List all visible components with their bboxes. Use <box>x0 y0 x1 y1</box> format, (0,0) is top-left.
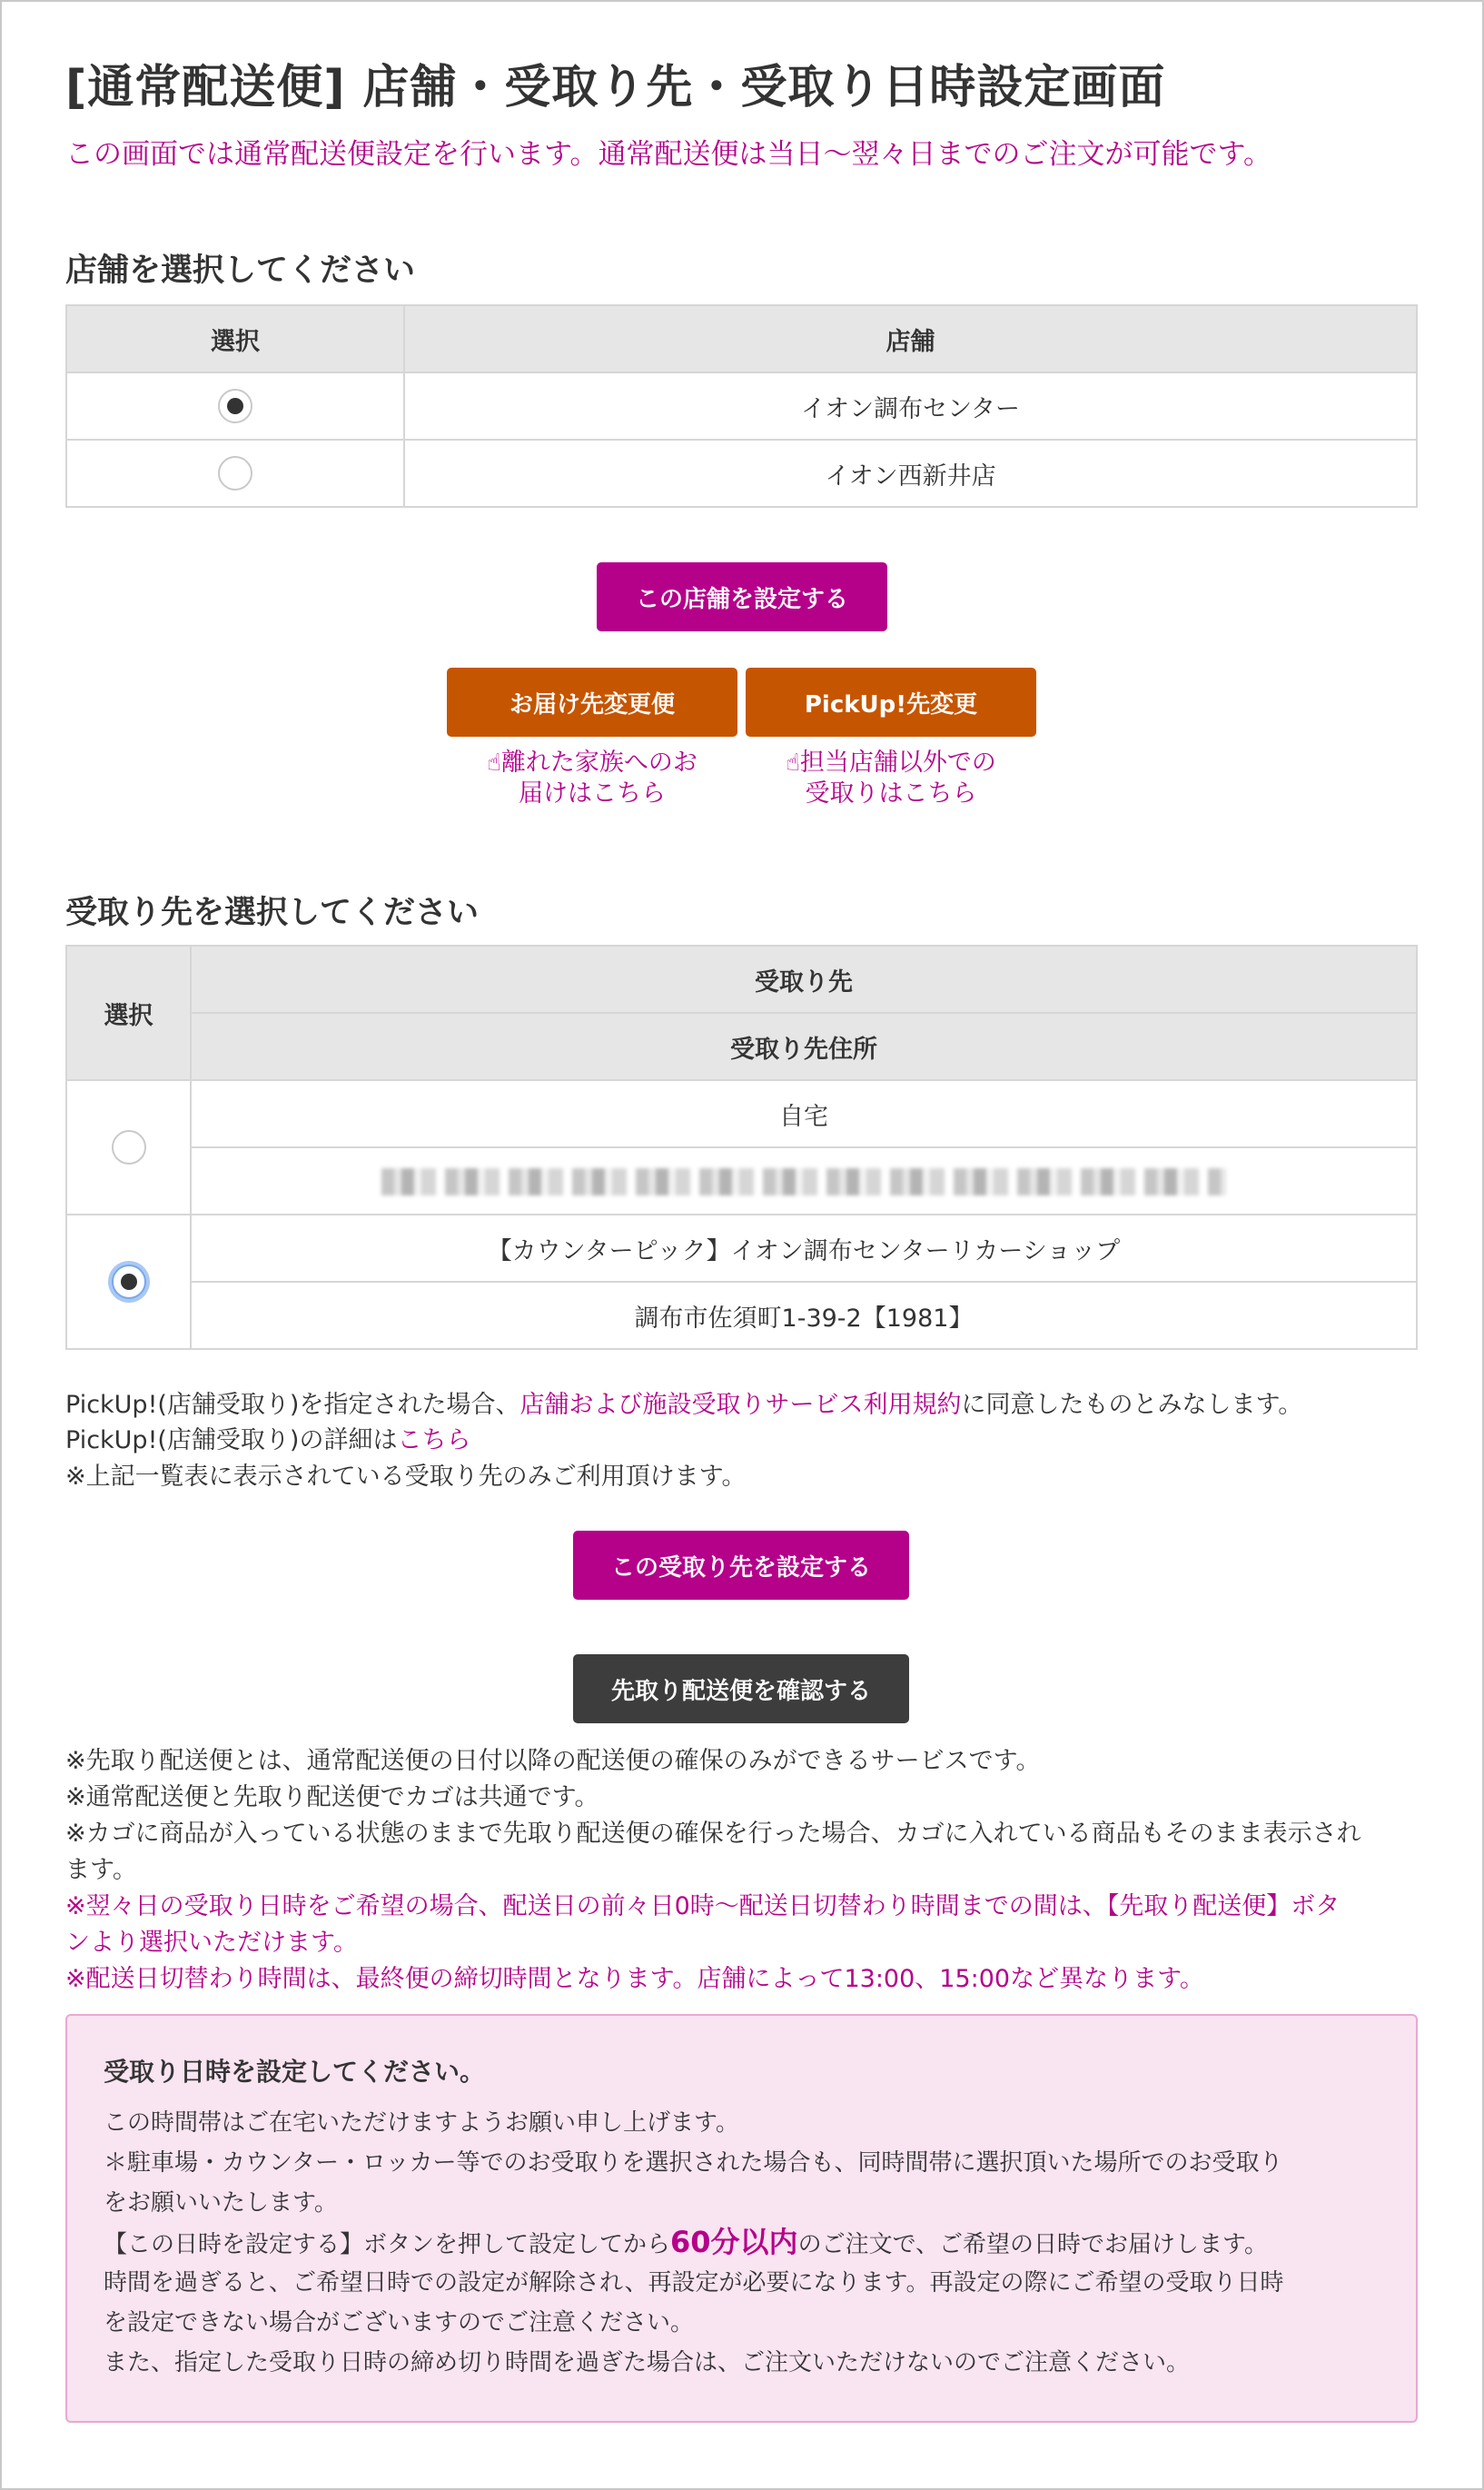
delivery-note-link[interactable] <box>456 748 728 809</box>
page-subtitle: この画面では通常配送便設定を行います。通常配送便は当日〜翌々日までのご注文が可能です。 <box>65 138 1272 171</box>
store-section-heading: 店舗を選択してください <box>65 253 416 289</box>
store-radio-nishiarai[interactable] <box>218 456 252 491</box>
store-table <box>65 304 1418 508</box>
recipient-col-address: 受取り先住所 <box>191 1013 1417 1080</box>
terms-post: に同意したものとみなします。 <box>961 1391 1303 1419</box>
change-pickup-button[interactable]: PickUp!先変更 <box>746 668 1036 737</box>
pickup-note-line1: 担当店舗以外での <box>799 749 996 777</box>
recipient-radio-counter-pick[interactable] <box>112 1265 146 1299</box>
recipient-name: 自宅 <box>191 1080 1417 1147</box>
datetime-notice-box <box>65 2014 1418 2423</box>
set-store-button[interactable]: この店舗を設定する <box>597 562 887 631</box>
terms-line <box>65 1386 1302 1424</box>
store-row[interactable] <box>66 440 1417 507</box>
store-radio-chofu[interactable] <box>218 389 252 423</box>
note-4b: ンより選択いただけます。 <box>65 1929 358 1957</box>
recipient-address-redacted <box>191 1147 1417 1215</box>
line4-pre: 【この日時を設定する】ボタンを押して設定してから <box>104 2231 671 2258</box>
recipient-col-select: 選択 <box>66 946 191 1080</box>
recipient-col-recipient: 受取り先 <box>191 946 1417 1013</box>
datetime-notice-line5: 時間を過ぎると、ご希望日時での設定が解除され、再設定が必要になります。再設定の際にご希望の受取り日時 <box>104 2269 1284 2297</box>
only-listed-note: ※上記一覧表に表示されている受取り先のみご利用頂けます。 <box>65 1463 747 1491</box>
recipient-row[interactable] <box>66 1215 1417 1282</box>
terms-link[interactable]: 店舗および施設受取りサービス利用規約 <box>519 1391 962 1419</box>
delivery-note-line1: 離れた家族へのお <box>500 749 697 777</box>
pickup-note-line2: 受取りはこちら <box>805 779 977 808</box>
note-3b: ます。 <box>65 1856 137 1884</box>
recipient-section-heading: 受取り先を選択してください <box>65 895 480 931</box>
datetime-notice-line2: ＊駐車場・カウンター・ロッカー等でのお受取りを選択された場合も、同時間帯に選択頂いた場所でのお受取り <box>104 2149 1283 2177</box>
delivery-note-line2: 届けはこちら <box>519 779 666 808</box>
recipient-address: 調布市佐須町1-39-2【1981】 <box>191 1282 1417 1349</box>
datetime-notice-title: 受取り日時を設定してください。 <box>104 2057 486 2087</box>
datetime-notice-line7: また、指定した受取り日時の締め切り時間を過ぎた場合は、ご注文いただけないのでご注意ください。 <box>104 2349 1191 2376</box>
store-name: イオン西新井店 <box>404 440 1417 507</box>
page-title: [通常配送便] 店舗・受取り先・受取り日時設定画面 <box>65 61 1166 114</box>
terms-pre: PickUp!(店舗受取り)を指定された場合、 <box>65 1391 520 1419</box>
store-col-store: 店舗 <box>404 305 1417 372</box>
set-recipient-button[interactable]: この受取り先を設定する <box>573 1531 909 1600</box>
line4-emphasis: 60分以内 <box>670 2225 798 2259</box>
recipient-table <box>65 945 1418 1350</box>
note-2: ※通常配送便と先取り配送便でカゴは共通です。 <box>65 1783 599 1811</box>
store-row[interactable] <box>66 372 1417 440</box>
change-delivery-button[interactable]: お届け先変更便 <box>447 668 737 737</box>
check-advance-delivery-button[interactable]: 先取り配送便を確認する <box>573 1654 909 1723</box>
detail-link[interactable]: こちら <box>397 1426 471 1454</box>
note-5: ※配送日切替わり時間は、最終便の締切時間となります。店舗によって13:00、15:00など異なります。 <box>65 1965 1204 1993</box>
store-col-select: 選択 <box>66 305 404 372</box>
redacted-address <box>381 1168 1226 1195</box>
note-3a: ※カゴに商品が入っている状態のままで先取り配送便の確保を行った場合、カゴに入れている商品もそのまま表示され <box>65 1820 1361 1848</box>
datetime-notice-line3: をお願いいたします。 <box>104 2189 338 2217</box>
pickup-note-link[interactable] <box>755 748 1027 809</box>
detail-pre: PickUp!(店舗受取り)の詳細は <box>65 1426 398 1454</box>
store-name: イオン調布センター <box>404 372 1417 440</box>
recipient-name: 【カウンターピック】イオン調布センターリカーショップ <box>191 1215 1417 1282</box>
pointing-hand-icon: ☝ <box>786 749 800 777</box>
line4-post: のご注文で、ご希望の日時でお届けします。 <box>797 2231 1268 2258</box>
datetime-notice-line1: この時間帯はご在宅いただけますようお願い申し上げます。 <box>104 2109 739 2137</box>
note-4a: ※翌々日の受取り日時をご希望の場合、配送日の前々日0時〜配送日切替わり時間までの間は、【先取り配送便】ボタ <box>65 1892 1341 1920</box>
datetime-notice-line6: を設定できない場合がございますのでご注意ください。 <box>104 2309 695 2336</box>
datetime-notice-line4 <box>104 2219 1268 2261</box>
note-1: ※先取り配送便とは、通常配送便の日付以降の配送便の確保のみができるサービスです。 <box>65 1747 1041 1775</box>
recipient-radio-home[interactable] <box>112 1130 146 1165</box>
pointing-hand-icon: ☝ <box>487 749 501 777</box>
recipient-row[interactable] <box>66 1080 1417 1147</box>
detail-line <box>65 1422 470 1459</box>
